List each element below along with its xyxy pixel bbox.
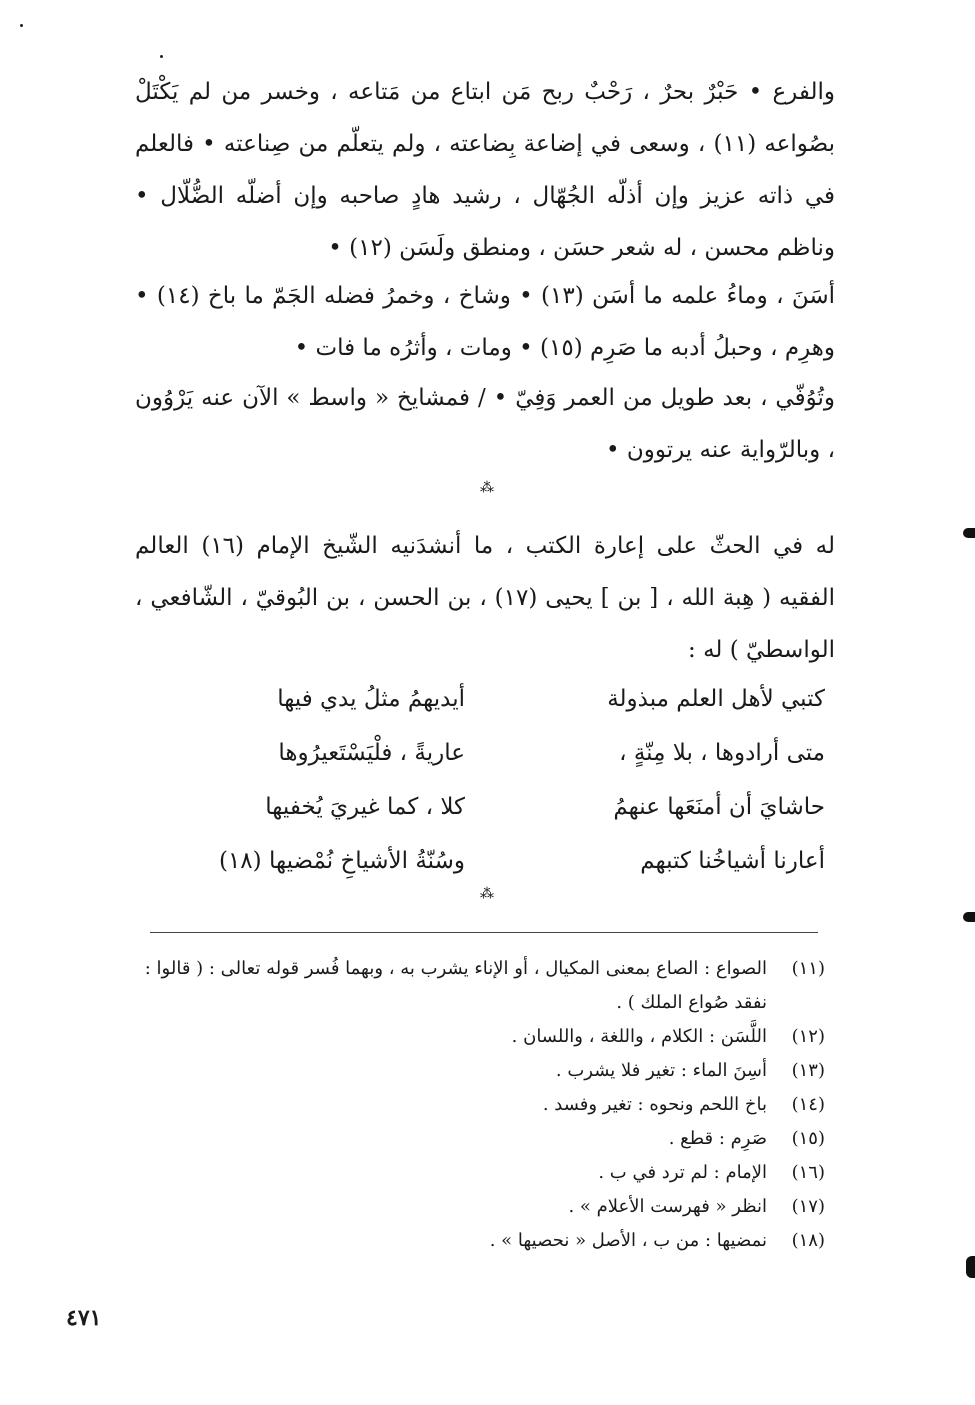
scan-speck — [160, 55, 163, 58]
footnote-text: الصواع : الصاع بمعنى المكيال ، أو الإناء يشرب به ، وبهما فُسر قوله تعالى : ( قالوا : نفقد صُواع الملك ) . — [144, 958, 767, 1013]
footnote-number: (١٥) — [791, 1128, 825, 1149]
footnote — [135, 1224, 825, 1258]
paragraph-aging: أسَنَ ، وماءُ علمه ما أسَن (١٣) • وشاخ ، وخمرُ فضله الجَمّ ما باخ (١٤) • وهرِم ، وحبلُ أدبه ما صَرِم (١٥) • ومات ، وأثرُه ما فات • — [135, 283, 835, 361]
footnote-text: صَرِم : قطع . — [668, 1128, 767, 1149]
footnote-text: انظر « فهرست الأعلام » . — [568, 1196, 767, 1217]
binding-mark — [963, 528, 975, 538]
footnote — [135, 1190, 825, 1224]
footnote-text: باخ اللحم ونحوه : تغير وفسد . — [542, 1094, 767, 1115]
verse-second-hemistich: عاريةً ، فلْيَسْتَعيرُوها — [278, 740, 465, 766]
footnote-divider — [150, 932, 818, 933]
paragraph-poem-intro: له في الحثّ على إعارة الكتب ، ما أنشدَنيه الشّيخ الإمام (١٦) العالم الفقيه ( هِبة الله ، [ بن ] يحيى (١٧) ، بن الحسن ، بن البُوقيّ ، الشّافعي ، الواسطيّ ) له : — [135, 533, 835, 663]
poem-verse — [105, 834, 825, 888]
footnote-text: اللَّسَن : الكلام ، واللغة ، واللسان . — [511, 1026, 767, 1047]
footnote — [135, 952, 825, 1020]
footnote — [135, 1122, 825, 1156]
poem-verse — [105, 672, 825, 726]
footnote-number: (١٦) — [791, 1162, 825, 1183]
verse-first-hemistich: كتبي لأهل العلم مبذولة — [607, 686, 825, 712]
paragraph-death: وتُوُفّي ، بعد طويل من العمر وَفِيّ • / فمشايخ « واسط » الآن عنه يَرْوُون ، وبالرّواية عنه يرتوون • — [135, 385, 835, 463]
binding-mark — [966, 1256, 975, 1278]
section-separator: ⁂ — [480, 480, 495, 496]
footnote-number: (١٢) — [791, 1026, 825, 1047]
page-number: ٤٧١ — [66, 1305, 102, 1331]
poem-verse — [105, 780, 825, 834]
verse-second-hemistich: أيديهمُ مثلُ يدي فيها — [277, 686, 465, 712]
poem — [105, 672, 825, 888]
footnote-number: (١٣) — [791, 1060, 825, 1081]
footnote-text: أسِنَ الماء : تغير فلا يشرب . — [555, 1060, 767, 1081]
poem-verse — [105, 726, 825, 780]
section-separator: ⁂ — [480, 886, 495, 902]
binding-mark — [963, 912, 975, 922]
verse-second-hemistich: وسُنّةُ الأشياخِ نُمْضيها (١٨) — [218, 848, 465, 874]
footnote-number: (١٧) — [791, 1196, 825, 1217]
footnote-number: (١١) — [791, 958, 825, 979]
footnote-text: الإمام : لم ترد في ب . — [598, 1162, 767, 1183]
scan-speck — [20, 24, 23, 27]
verse-first-hemistich: حاشايَ أن أمنَعَها عنهمُ — [613, 794, 825, 820]
footnote-number: (١٤) — [791, 1094, 825, 1115]
verse-second-hemistich: كلا ، كما غيريَ يُخفيها — [265, 794, 465, 820]
footnote-number: (١٨) — [791, 1230, 825, 1251]
footnote — [135, 1088, 825, 1122]
paragraph-praise: والفرع • حَبْرٌ بحرٌ ، رَحْبٌ ربح مَن ابتاع من مَتاعه ، وخسر من لم يَكْتَلْ بصُواعه (١١) ، وسعى في إضاعة بِضاعته ، ولم يتعلّم من صِناعته • فالعلم في ذاته عزيز وإن أذلّه الجُهّال ، رشيد هادٍ صاحبه وإن أضلّه الضُّلّال • وناظم محسن ، له شعر حسَن ، ومنطق ولَسَن (١٢) • — [135, 79, 835, 261]
footnote-text: نمضيها : من ب ، الأصل « نحصيها » . — [489, 1230, 767, 1251]
footnote — [135, 1054, 825, 1088]
verse-first-hemistich: أعارنا أشياخُنا كتبهم — [640, 848, 825, 874]
footnote — [135, 1020, 825, 1054]
footnote — [135, 1156, 825, 1190]
verse-first-hemistich: متى أرادوها ، بلا مِنّةٍ ، — [619, 740, 825, 766]
footnotes — [135, 952, 825, 1258]
